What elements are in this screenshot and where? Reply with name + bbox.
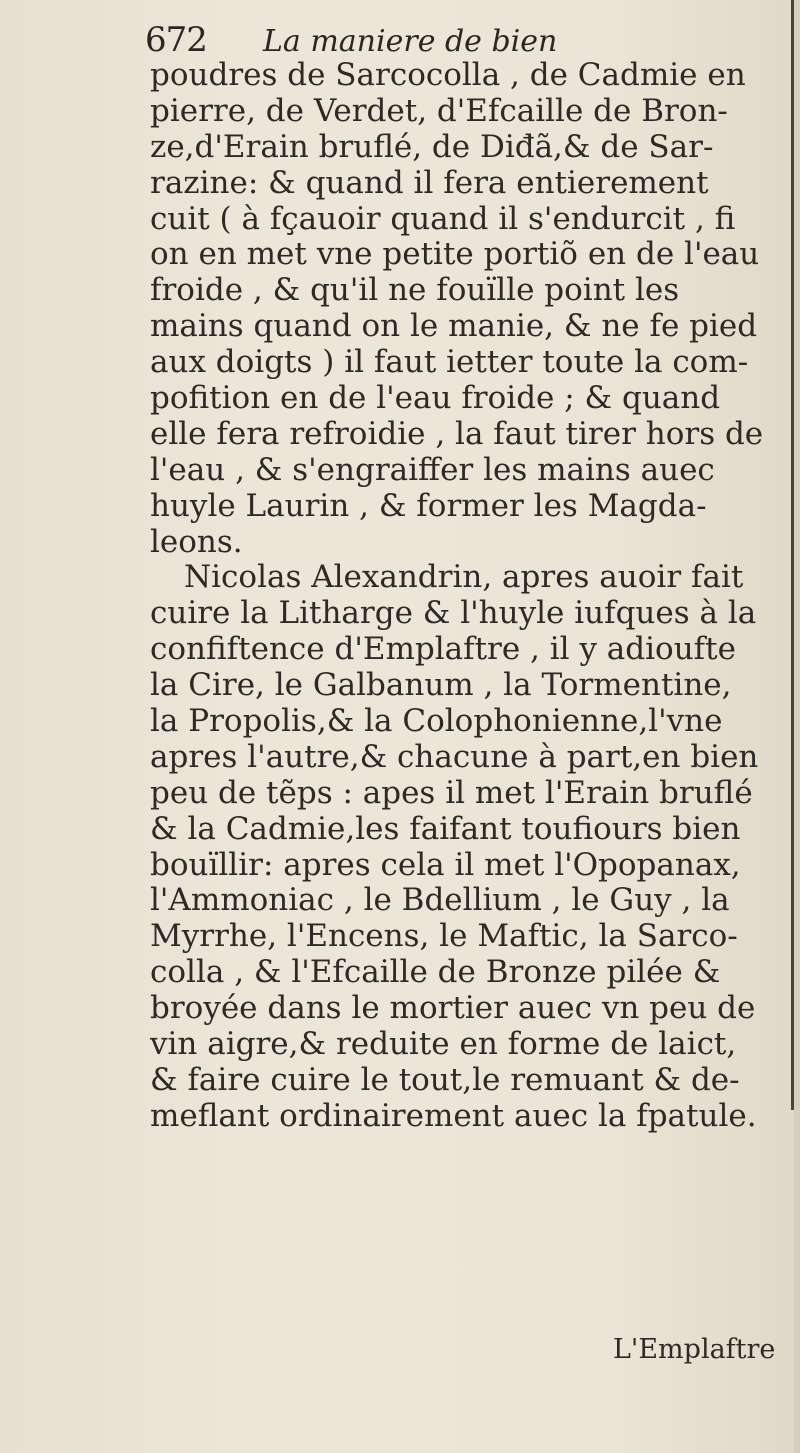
text-line: huyle Laurin , & former les Magda- xyxy=(150,487,707,524)
running-title: La maniere de bien xyxy=(263,24,558,59)
text-line: la Cire, le Galbanum , la Tormentine, xyxy=(150,667,732,704)
text-line: pofition en de l'eau froide ; & quand xyxy=(150,380,721,417)
text-line: bouïllir: apres cela il met l'Opopanax, xyxy=(150,846,741,883)
text-line: apres l'autre,& chacune à part,en bien xyxy=(150,738,759,775)
text-line: aux doigts ) il faut ietter toute la com- xyxy=(150,344,749,381)
text-line: froide , & qu'il ne fouïlle point les xyxy=(150,272,680,309)
text-line: la Propolis,& la Colophonienne,l'vne xyxy=(150,703,723,740)
text-line: broyée dans le mortier auec vn peu de xyxy=(150,990,756,1027)
body-text xyxy=(150,58,790,1135)
text-line: poudres de Sarcocolla , de Cadmie en xyxy=(150,57,746,93)
text-line: & faire cuire le tout,le remuant & de- xyxy=(150,1061,740,1098)
text-line: cuit ( à fçauoir quand il s'endurcit , fi xyxy=(150,200,736,237)
page-edge-line xyxy=(791,0,794,1110)
text-line: leons. xyxy=(150,523,243,560)
text-line: cuire la Litharge & l'huyle iufques à la xyxy=(150,595,757,632)
text-line: & la Cadmie,les faifant toufiours bien xyxy=(150,810,741,847)
catchword: L'Emplaftre xyxy=(613,1334,776,1365)
text-line: colla , & l'Efcaille de Bronze pilée & xyxy=(150,954,721,991)
text-line: on en met vne petite portiõ en de l'eau xyxy=(150,236,760,273)
text-line: l'Ammoniac , le Bdellium , le Guy , la xyxy=(150,882,730,919)
text-line: meflant ordinairement auec la fpatule. xyxy=(150,1097,757,1134)
paragraph-start-line: Nicolas Alexandrin, apres auoir fait xyxy=(184,559,744,596)
text-line: pierre, de Verdet, d'Efcaille de Bron- xyxy=(150,92,728,129)
text-line: elle fera refroidie , la faut tirer hors de xyxy=(150,415,764,452)
text-line: vin aigre,& reduite en forme de laict, xyxy=(150,1026,737,1063)
text-line: peu de tẽps : apes il met l'Erain bruflé xyxy=(150,774,753,811)
page-edge-shadow xyxy=(794,0,800,1453)
page-number: 672 xyxy=(145,20,207,60)
text-line: l'eau , & s'engraiffer les mains auec xyxy=(150,451,715,488)
text-line: ze,d'Erain bruflé, de Diđã,& de Sar- xyxy=(150,128,714,165)
text-line: mains quand on le manie, & ne fe pied xyxy=(150,308,758,345)
text-line: confiftence d'Emplaftre , il y adioufte xyxy=(150,631,736,668)
text-line: razine: & quand il fera entierement xyxy=(150,164,709,201)
text-line: Myrrhe, l'Encens, le Maftic, la Sarco- xyxy=(150,918,738,955)
